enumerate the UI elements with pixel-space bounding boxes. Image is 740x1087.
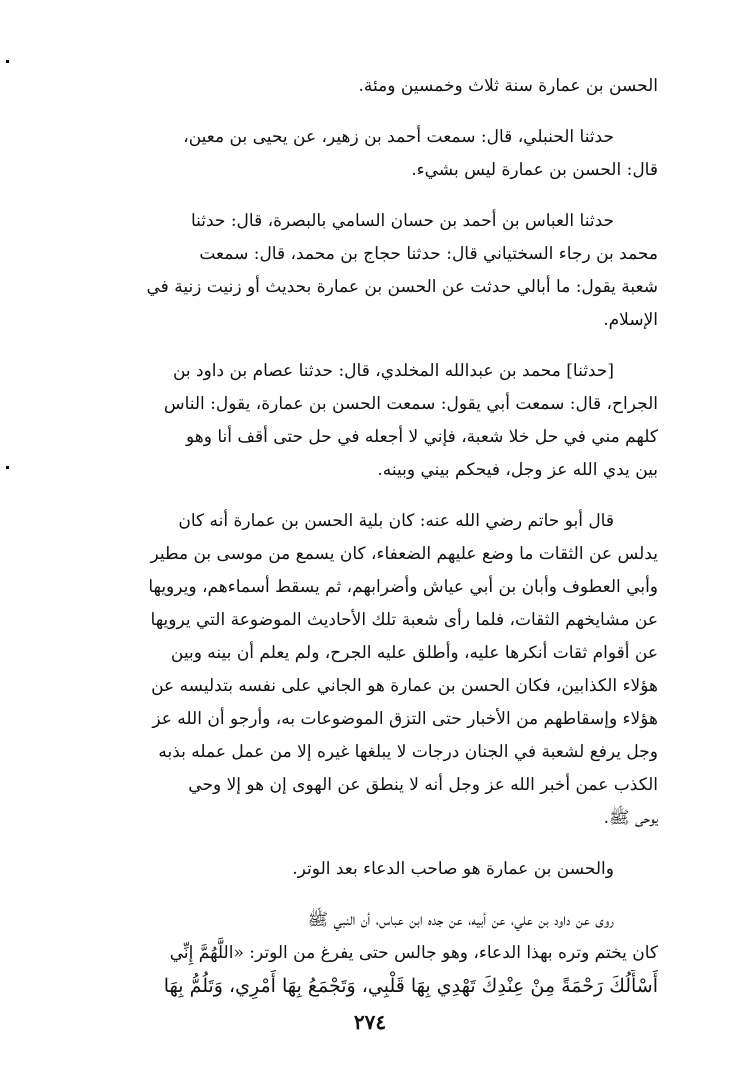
text-line: الجراح، قال: سمعت أبي يقول: سمعت الحسن بن عمارة، يقول: الناس [163, 394, 658, 414]
paragraph-7 [62, 904, 658, 1003]
text-line: يدلس عن الثقات ما وضع عليهم الضعفاء، كان يسمع من موسى بن مطير [150, 544, 658, 564]
text-line: شعبة يقول: ما أبالي حدثت عن الحسن بن عمارة بحديث أو زنيت زنية في [146, 277, 658, 297]
text-line: هؤلاء الكذابين، فكان الحسن بن عمارة هو الجاني على نفسه بتدليسه عن [151, 676, 658, 696]
scan-mark-top [6, 60, 9, 63]
text-line: وأبي العطوف وأبان بن أبي عياش وأضرابهم، ثم يسقط أسماءهم، ويرويها [148, 577, 658, 597]
text-line: وجل يرفع لشعبة في الجنان درجات لا يبلغها غيره إلا من عمل عمله بذبه [158, 742, 658, 762]
paragraph-3 [62, 205, 658, 337]
text-line: كلهم مني في حل خلا شعبة، فإني لا أجعله في حل حتى أقف أنا وهو [185, 427, 658, 447]
paragraph-2 [62, 121, 658, 187]
paragraph-5 [62, 505, 658, 835]
text-line: [حدثنا] محمد بن عبدالله المخلدي، قال: حدثنا عصام بن داود بن [172, 361, 614, 381]
text-line: كان يختم وتره بهذا الدعاء، وهو جالس حتى يفرغ من الوتر: «اللَّهُمَّ إِنِّي [169, 943, 658, 963]
text-line: الحسن بن عمارة سنة ثلاث وخمسين ومئة. [358, 76, 658, 96]
page-number: ٢٧٤ [353, 1010, 387, 1034]
text-line: عن مشايخهم الثقات، فلما رأى شعبة تلك الأحاديث الموضوعة التي يرويها [150, 610, 658, 630]
text-line: قال أبو حاتم رضي الله عنه: كان بلية الحسن بن عمارة أنه كان [178, 511, 614, 531]
text-line: يوحى ﷺ. [603, 808, 658, 828]
paragraph-6 [62, 853, 658, 886]
text-block [62, 70, 658, 1060]
text-line: الإسلام. [603, 310, 658, 330]
text-line: هؤلاء وإسقاطهم من الأخبار حتى التزق الموضوعات به، وأرجو أن الله عز [152, 709, 658, 729]
text-line: بين يدي الله عز وجل، فيحكم بيني وبينه. [377, 460, 658, 480]
paragraph-1 [62, 70, 658, 103]
scan-mark-middle [6, 466, 9, 469]
text-line: قال: الحسن بن عمارة ليس بشيء. [411, 160, 658, 180]
text-line: محمد بن رجاء السختياني قال: حدثنا حجاج بن محمد، قال: سمعت [199, 244, 658, 264]
text-line: أَسْأَلُكَ رَحْمَةً مِنْ عِنْدِكَ تَهْدِي بِهَا قَلْبِي، وَتَجْمَعُ بِهَا أَمْرِي، وَتَلُمُّ بِهَا [163, 975, 658, 997]
text-line: عن أقوام ثقات أنكرها عليه، وأطلق عليه الجرح، ولم يعلم أن بينه وبين [170, 643, 658, 663]
text-line: والحسن بن عمارة هو صاحب الدعاء بعد الوتر. [292, 859, 614, 879]
text-line: الكذب عمن أخبر الله عز وجل أنه لا ينطق عن الهوى إن هو إلا وحي [188, 775, 658, 795]
paragraph-4 [62, 355, 658, 487]
text-line: حدثنا الحنبلي، قال: سمعت أحمد بن زهير، عن يحيى بن معين، [183, 127, 614, 147]
text-line: روى عن داود بن علي، عن أبيه، عن جده ابن عباس، أن النبي ﷺ [307, 910, 614, 930]
text-line: حدثنا العباس بن أحمد بن حسان السامي بالبصرة، قال: حدثنا [190, 211, 614, 231]
